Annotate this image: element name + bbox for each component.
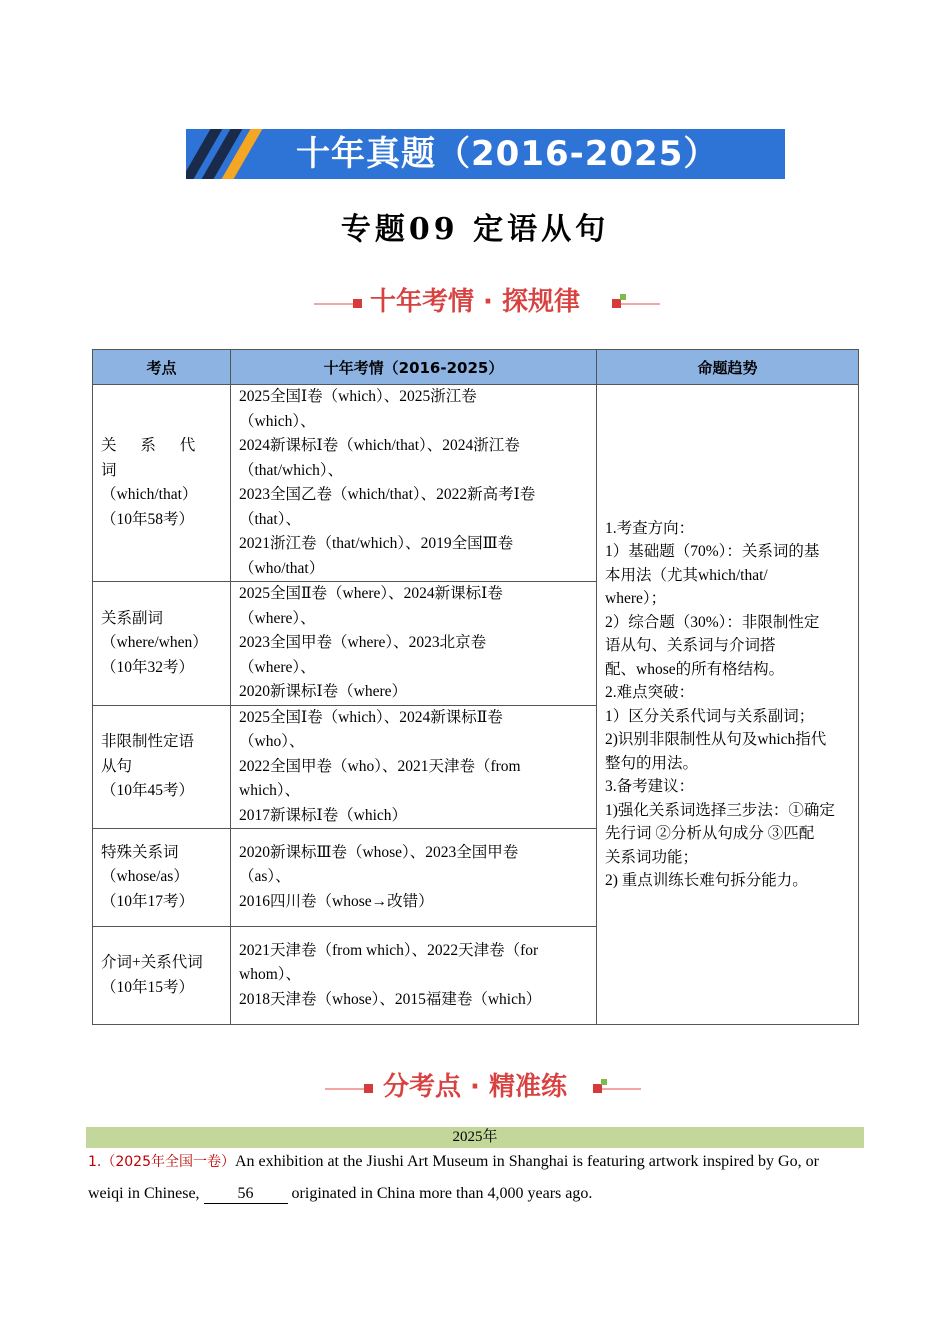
question-1 (88, 1146, 858, 1209)
point-cell: 关 系 代 词 （which/that） （10年58考） (93, 385, 231, 582)
exam-trend-table (92, 349, 859, 1025)
trend-cell: 1.考查方向： 1）基础题（70%）：关系词的基 本用法（尤其which/that/ where）； 2）综合题（30%）：非限制性定 语从句、关系词与介词搭 配、whose的所有格结构。 2.难点突破： 1）区分关系代词与关系副词； 2)识别非限制性从句及which指代 整句的用法。 3.备考建议： 1)强化关系词选择三步法：①确定 先行词 ②分析从句成分 ③匹配 关系词功能； 2) 重点训练长难句拆分能力。 (597, 385, 859, 1025)
year-bar: 2025年 (86, 1127, 864, 1148)
history-cell: 2025全国Ⅱ卷（where）、2024新课标Ⅰ卷 （where）、 2023全国甲卷（where）、2023北京卷 （where）、 2020新课标Ⅰ卷（where） (231, 582, 597, 706)
point-cell: 关系副词 （where/when） （10年32考） (93, 582, 231, 706)
section-header-trends (0, 282, 950, 322)
section-title: 十年考情 · 探规律 (370, 287, 580, 317)
history-cell: 2021天津卷（from which）、2022天津卷（for whom）、 2018天津卷（whose）、2015福建卷（which） (231, 927, 597, 1025)
question-source: （2025年全国一卷） (101, 1154, 235, 1170)
header-trend: 命题趋势 (597, 350, 859, 385)
section-title: 分考点 · 精准练 (383, 1072, 567, 1102)
history-cell: 2025全国Ⅰ卷（which）、2024新课标Ⅱ卷 （who）、 2022全国甲卷（who）、2021天津卷（from which）、 2017新课标Ⅰ卷（which） (231, 705, 597, 829)
answer-blank[interactable]: 56 (204, 1185, 288, 1204)
table-header-row (93, 350, 859, 385)
document-title: 专题09 定语从句 (340, 212, 610, 247)
history-cell: 2025全国Ⅰ卷（which）、2025浙江卷 （which）、 2024新课标Ⅰ卷（which/that）、2024浙江卷 （that/which）、 2023全国乙卷（which/that）、2022新高考Ⅰ卷 （that）、 2021浙江卷（that/which）、2019全国Ⅲ卷 （who/that） (231, 385, 597, 582)
point-cell: 非限制性定语 从句 （10年45考） (93, 705, 231, 829)
question-number: 1. (88, 1154, 102, 1170)
header-banner (186, 129, 785, 179)
point-cell: 介词+关系代词 （10年15考） (93, 927, 231, 1025)
section-header-practice (0, 1067, 950, 1107)
banner-title: 十年真题（2016-2025） (296, 134, 719, 174)
header-history: 十年考情（2016-2025） (231, 350, 597, 385)
history-cell: 2020新课标Ⅲ卷（whose）、2023全国甲卷 （as）、 2016四川卷（whose→改错） (231, 829, 597, 927)
question-text: An exhibition at the Jiushi Art Museum in Shanghai is featuring artwork inspired by Go, or weiqi in Chinese, (88, 1153, 819, 1202)
question-text-end: originated in China more than 4,000 years ago. (287, 1185, 593, 1202)
point-cell: 特殊关系词 （whose/as） （10年17考） (93, 829, 231, 927)
table-row (93, 385, 859, 582)
header-point: 考点 (93, 350, 231, 385)
